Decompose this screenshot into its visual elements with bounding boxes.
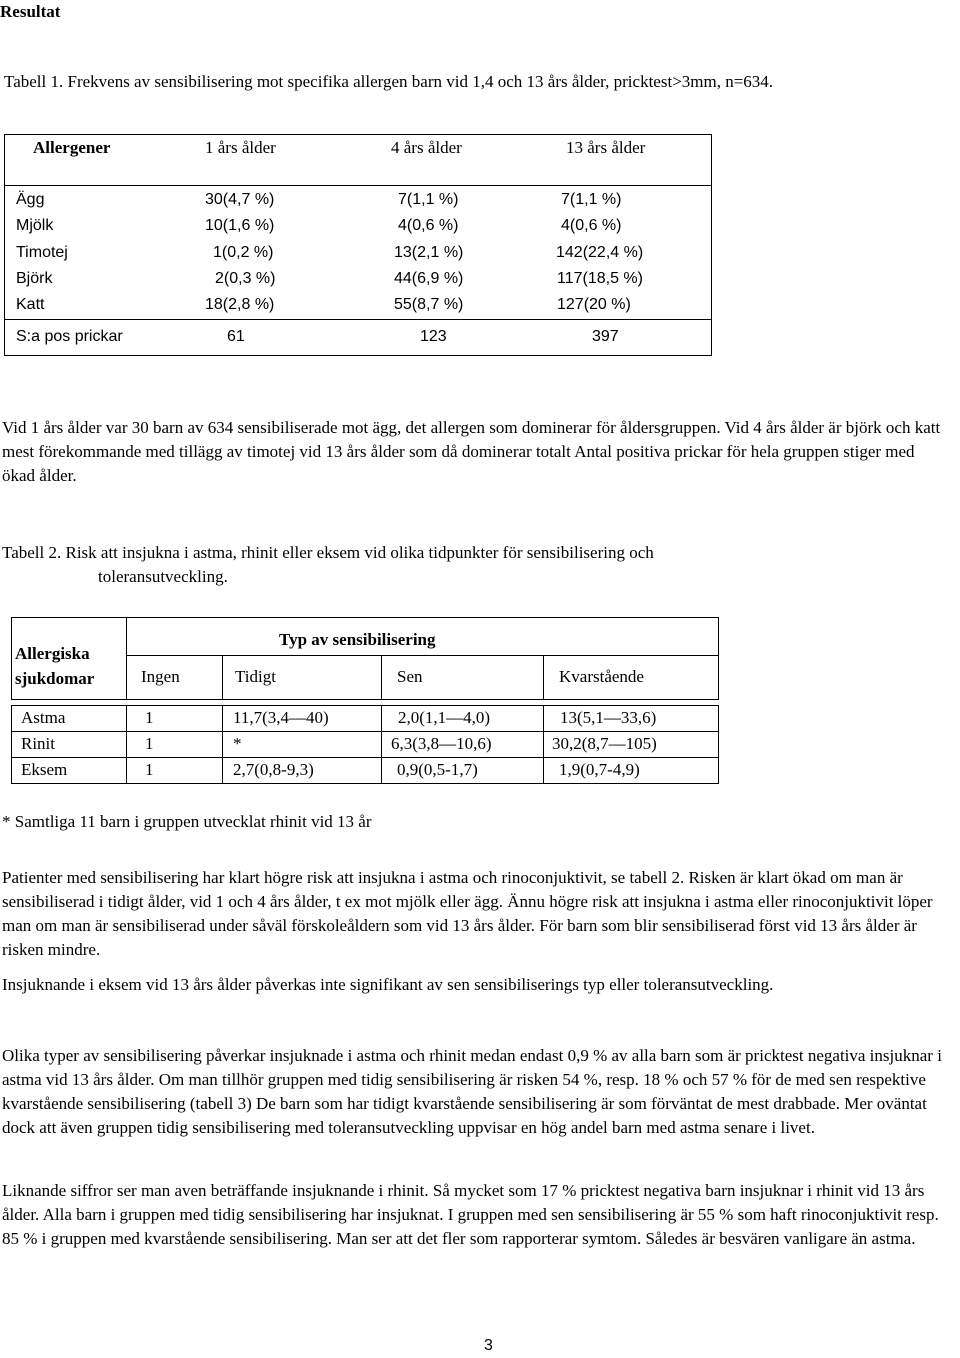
value-age13: 117(18,5 %) xyxy=(557,270,643,287)
table2-border xyxy=(718,705,719,784)
risk-tidigt: 2,7(0,8-9,3) xyxy=(233,760,314,779)
value-age4: 55(8,7 %) xyxy=(394,296,464,313)
paragraph-risk: Patienter med sensibilisering har klart högre risk att insjukna i astma och rinoconjuktivit, se tabell 2. Risken är klart ökad om man är sensibiliserad i tidigt ålder, vid 1 och 4 års ålder, t ex mot mjölk eller ägg. Ännu högre risk att insjukna i astma eller rinoconjuktivit löper man om man är sensibiliserad under såväl förskoleåldern som vid 13 års ålder. För barn som blir sensibiliserad först vid 13 års ålder är risken mindre. xyxy=(2,868,933,959)
table2-border xyxy=(381,655,382,700)
table2-border xyxy=(543,705,544,784)
risk-sen: 0,9(0,5-1,7) xyxy=(397,760,478,779)
risk-ingen: 1 xyxy=(145,734,154,753)
table2-border xyxy=(543,655,544,700)
paragraph-rhinit: Liknande siffror ser man aven beträffande insjuknande i rhinit. Så mycket som 17 % pricktest negativa barn insjuknar i rhinit vid 13 års ålder. Alla barn i gruppen med tidig sensibilisering har insjuknat. I gruppen med sen sensibilisering är 55 % som haft rinoconjuktivit resp. 85 % i gruppen med kvarstående sensibilisering. Man ser att det fler som rapporterar symtom. Således är besvären vanligare än astma. xyxy=(2,1181,939,1248)
allergen-name: Björk xyxy=(16,270,53,287)
paragraph-results-table1: Vid 1 års ålder var 30 barn av 634 sensibiliserade mot ägg, det allergen som dominerar för åldersgruppen. Vid 4 års ålder är björk och katt mest förekommande med tillägg av timotej vid 13 års ålder som då dominerar totalt Antal positiva prickar för hela gruppen stiger med ökad ålder. xyxy=(2,418,941,485)
risk-sen: 2,0(1,1—4,0) xyxy=(398,708,491,727)
table2-col-tidigt: Tidigt xyxy=(235,667,276,686)
risk-sen: 6,3(3,8—10,6) xyxy=(391,734,492,753)
table2-col-sen: Sen xyxy=(397,667,423,686)
value-age4: 44(6,9 %) xyxy=(394,270,464,287)
section-heading: Resultat xyxy=(0,2,61,21)
table1-total-row xyxy=(5,325,711,349)
disease-name: Rinit xyxy=(21,734,56,753)
table-row xyxy=(5,214,711,238)
value-age1: 1(0,2 %) xyxy=(213,244,274,261)
risk-kvarstaende: 1,9(0,7-4,9) xyxy=(559,760,640,779)
table2-border xyxy=(11,705,12,784)
table2-border xyxy=(11,617,126,618)
value-age1: 18(2,8 %) xyxy=(205,296,275,313)
allergen-name: Katt xyxy=(16,296,45,313)
table1-caption: Tabell 1. Frekvens av sensibilisering mot specifika allergen barn vid 1,4 och 13 års ålder, pricktest>3mm, n=634. xyxy=(4,72,774,91)
table-row xyxy=(5,241,711,265)
table-row xyxy=(5,293,711,317)
table-row xyxy=(5,267,711,291)
table2-footnote: * Samtliga 11 barn i gruppen utvecklat rhinit vid 13 år xyxy=(2,812,372,831)
table2-col-ingen: Ingen xyxy=(141,667,180,686)
value-age4: 13(2,1 %) xyxy=(394,244,464,261)
table2-row-header-line1: Allergiska xyxy=(15,644,90,663)
table1 xyxy=(4,134,712,356)
table2-col-kvarstaende: Kvarstående xyxy=(559,667,644,686)
table2-border xyxy=(11,617,12,700)
paragraph-astma-rhinit: Olika typer av sensibilisering påverkar insjuknade i astma och rhinit medan endast 0,9 % av alla barn som är pricktest negativa insjuknar i astma vid 13 års ålder. Om man tillhör gruppen med tidig sensibilisering är risken 54 %, resp. 18 % och 57 % för de med sen respektive kvarstående sensibilisering (tabell 3) De barn som har tidigt kvarstående sensibilisering är som förväntat de mest drabbade. Mer oväntat dock att även gruppen tidig sensibilisering med toleransutveckling uppvisar en hög andel barn med astma senare i livet. xyxy=(2,1046,942,1137)
table2-caption xyxy=(2,541,882,589)
risk-tidigt: * xyxy=(233,734,242,753)
value-age13: 142(22,4 %) xyxy=(556,244,644,261)
value-age1: 2(0,3 %) xyxy=(215,270,276,287)
table1-total-divider xyxy=(5,319,711,320)
total-label: S:a pos prickar xyxy=(16,328,123,345)
table2-border xyxy=(126,617,127,700)
disease-name: Eksem xyxy=(21,760,68,779)
value-age13: 4(0,6 %) xyxy=(561,217,622,234)
table2-border xyxy=(126,617,719,618)
allergen-name: Mjölk xyxy=(16,217,54,234)
table2-border xyxy=(718,617,719,700)
table2 xyxy=(11,617,719,785)
risk-kvarstaende: 13(5,1—33,6) xyxy=(560,708,657,727)
risk-tidigt: 11,7(3,4—40) xyxy=(233,708,329,727)
table2-border xyxy=(222,705,223,784)
table1-header-age13: 13 års ålder xyxy=(566,138,646,157)
table1-header-age4: 4 års ålder xyxy=(391,138,462,157)
table2-row-header-line2: sjukdomar xyxy=(15,669,95,688)
value-age1: 30(4,7 %) xyxy=(205,191,275,208)
paragraph-eksem: Insjuknande i eksem vid 13 års ålder påverkas inte signifikant av sen sensibiliserings typ eller toleransutveckling. xyxy=(2,975,774,994)
risk-ingen: 1 xyxy=(145,708,154,727)
page-number: 3 xyxy=(484,1337,493,1354)
table1-header-divider xyxy=(5,185,711,186)
table2-border xyxy=(11,783,719,784)
risk-kvarstaende: 30,2(8,7—105) xyxy=(552,734,657,753)
table-row xyxy=(5,188,711,212)
value-age4: 4(0,6 %) xyxy=(398,217,459,234)
value-age13: 7(1,1 %) xyxy=(561,191,622,208)
total-age1: 61 xyxy=(227,328,245,345)
value-age13: 127(20 %) xyxy=(557,296,631,313)
table1-header-allergen: Allergener xyxy=(33,138,111,157)
table2-border xyxy=(126,705,127,784)
disease-name: Astma xyxy=(21,708,66,727)
table2-border xyxy=(11,699,719,700)
table2-caption-line1: Tabell 2. Risk att insjukna i astma, rhinit eller eksem vid olika tidpunkter för sensibilisering och xyxy=(2,543,654,562)
table2-border xyxy=(381,705,382,784)
total-age13: 397 xyxy=(592,328,619,345)
value-age4: 7(1,1 %) xyxy=(398,191,459,208)
allergen-name: Timotej xyxy=(16,244,68,261)
table2-border xyxy=(222,655,223,700)
total-age4: 123 xyxy=(420,328,447,345)
value-age1: 10(1,6 %) xyxy=(205,217,275,234)
table1-header-age1: 1 års ålder xyxy=(205,138,276,157)
table2-border xyxy=(126,655,719,656)
risk-ingen: 1 xyxy=(145,760,154,779)
table2-caption-line2: toleransutveckling. xyxy=(98,567,228,586)
allergen-name: Ägg xyxy=(16,191,45,208)
table2-group-header: Typ av sensibilisering xyxy=(279,630,436,649)
